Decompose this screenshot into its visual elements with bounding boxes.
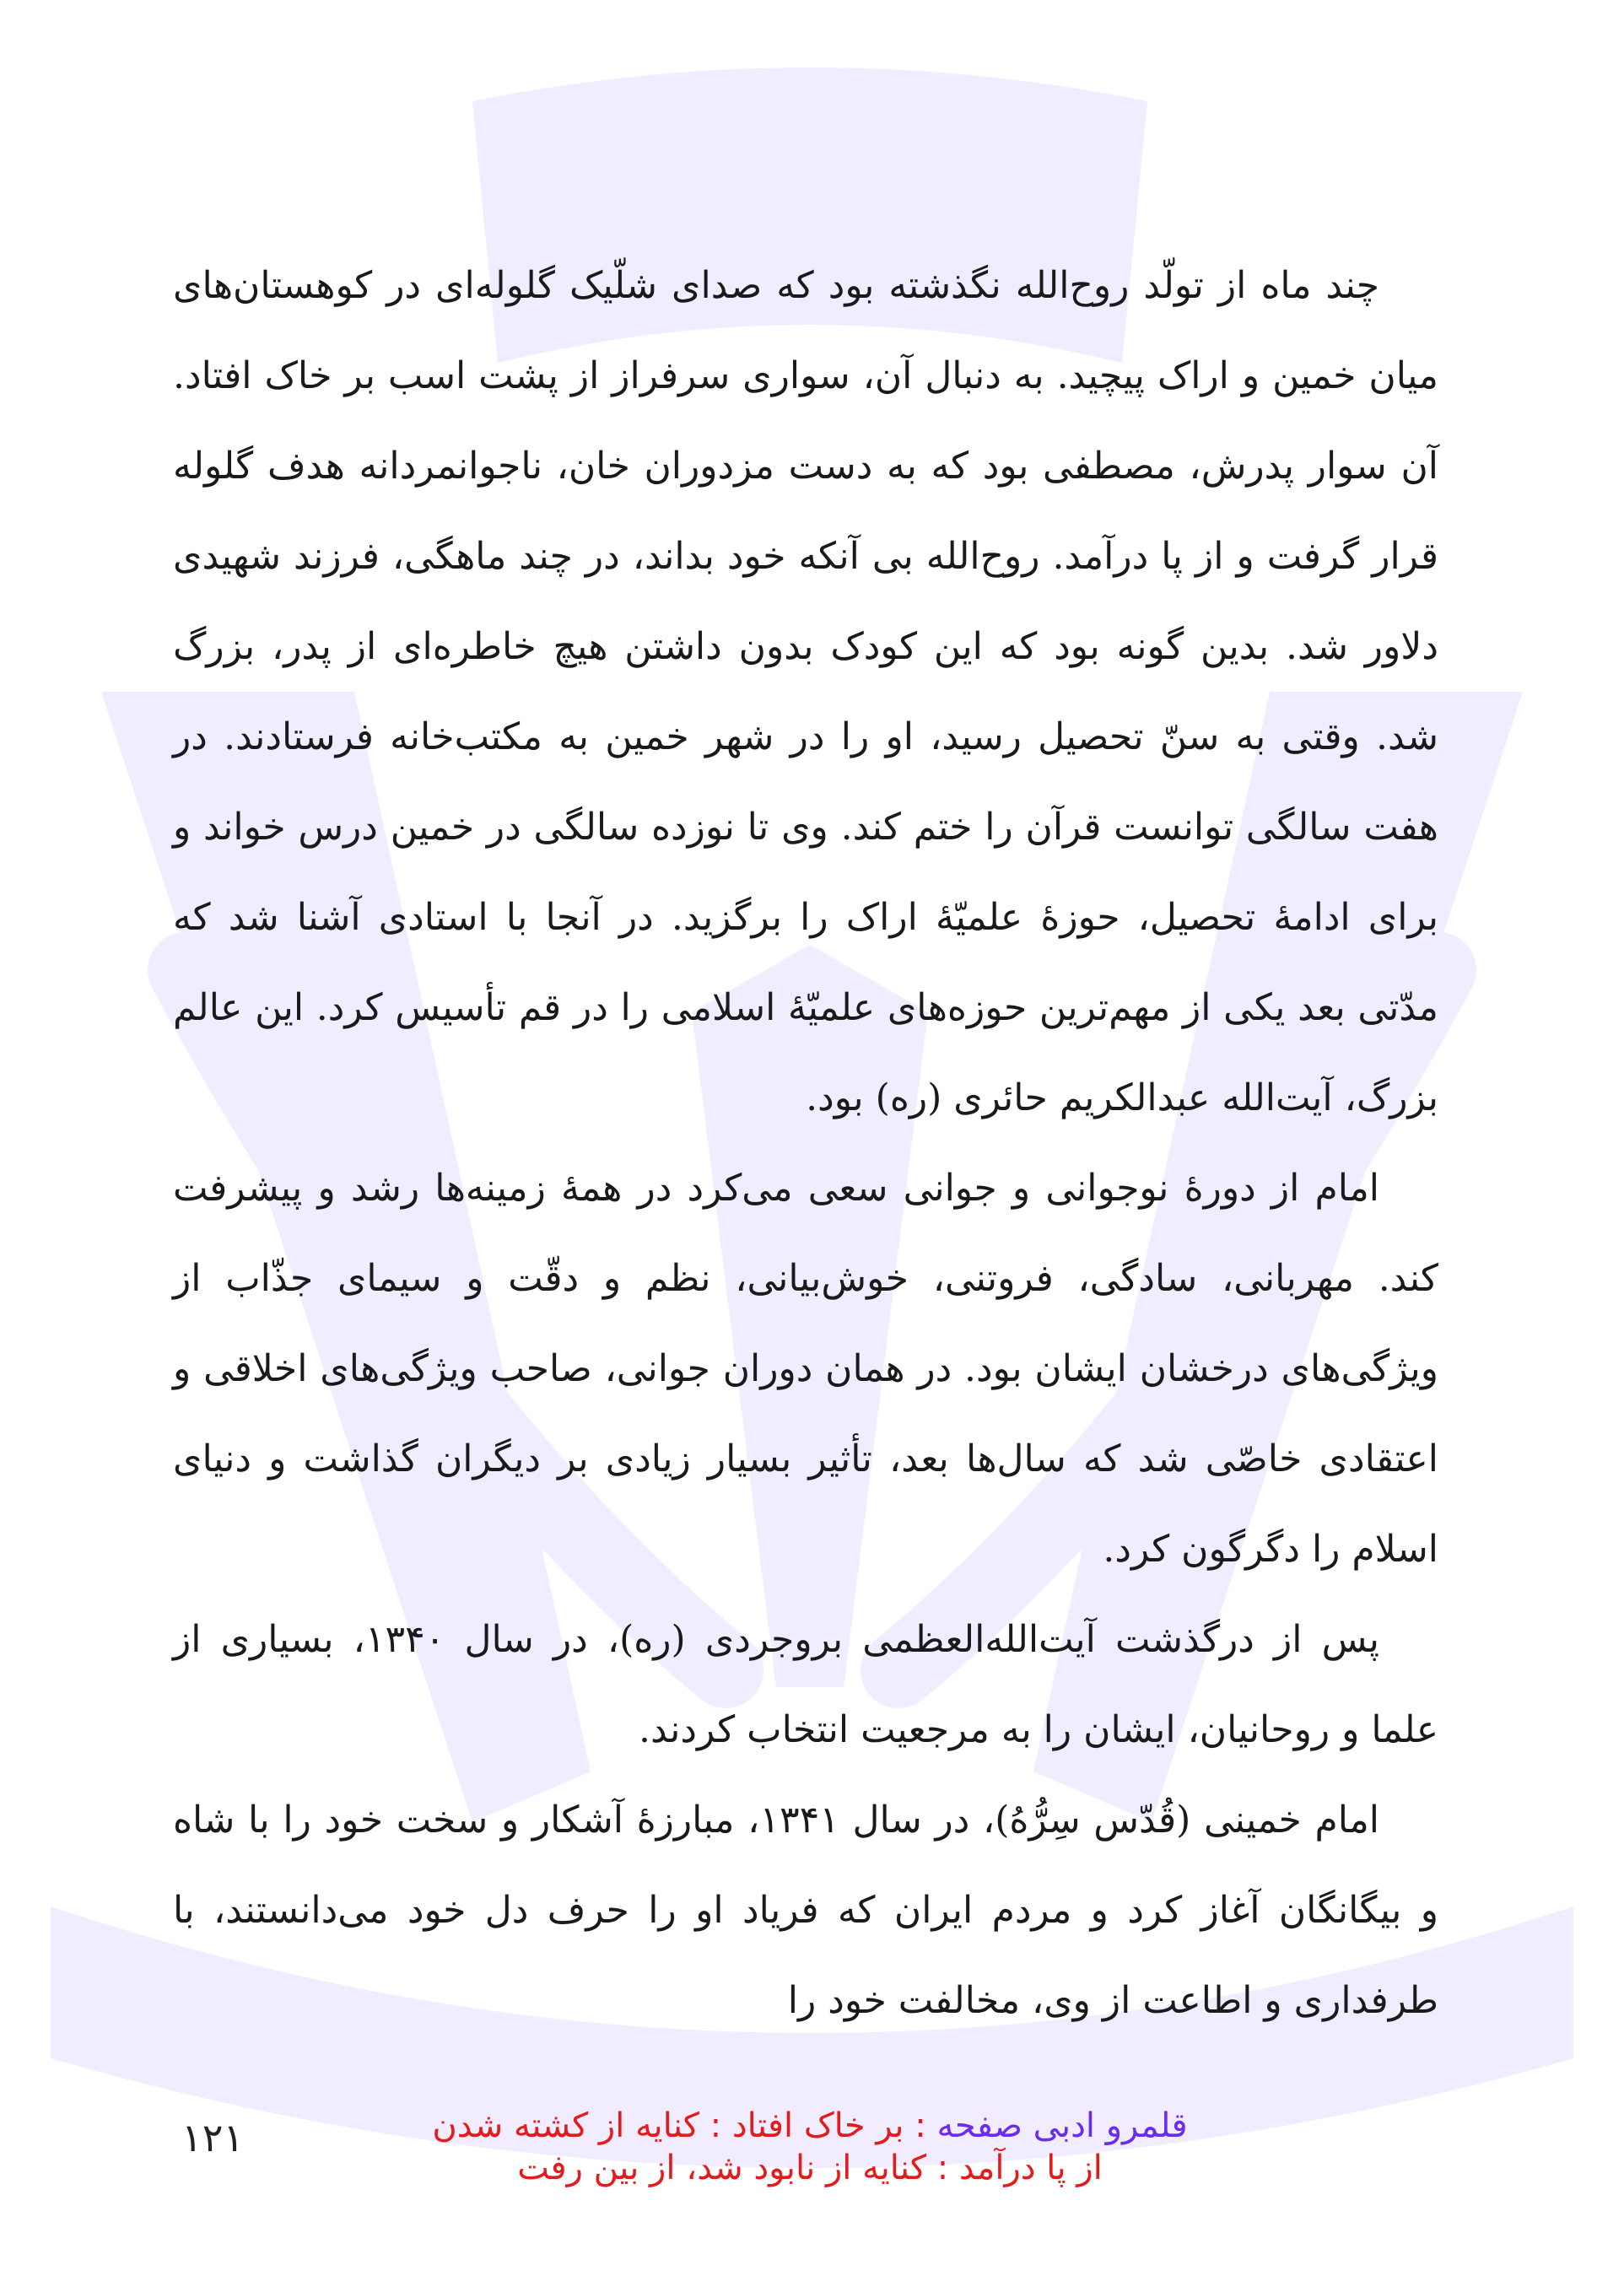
paragraph-4: امام خمینی (قُدّس سِرُّهُ)، در سال ۱۳۴۱، مبارزهٔ آشکار و سخت خود را با شاه و بیگانگان آغاز کرد و مردم ایران که فریاد او را حرف دل خود می‌دانستند، با طرفداری و اطاعت از وی، مخالفت خود را [173, 1799, 1438, 2022]
paragraph-2: امام از دورهٔ نوجوانی و جوانی سعی می‌کرد در همهٔ زمینه‌ها رشد و پیشرفت کند. مهربانی، سادگی، فروتنی، خوش‌بیانی، نظم و دقّت و سیمای جذّاب از ویژگی‌های درخشان ایشان بود. در همان دوران جوانی، صاحب ویژگی‌های اخلاقی و اعتقادی خاصّی شد که سال‌ها بعد، تأثیر بسیار زیادی بر دیگران گذاشت و دنیای اسلام را دگرگون کرد. [173, 1167, 1439, 1571]
page-number: ۱۲۱ [181, 2115, 245, 2160]
paragraph-1: چند ماه از تولّد روح‌الله نگذشته بود که صدای شلّیک گلوله‌ای در کوهستان‌های میان خمین و اراک پیچید. به دنبال آن، سواری سرفراز از پشت اسب بر خاک افتاد. آن سوار پدرش، مصطفی بود که به دست مزدوران خان، ناجوانمردانه هدف گلوله قرار گرفت و از پا درآمد. روح‌الله بی آنکه خود بداند، در چند ماهگی، فرزند شهیدی دلاور شد. بدین گونه بود که این کودک بدون داشتن هیچ خاطره‌ای از پدر، بزرگ شد. وقتی به سنّ تحصیل رسید، او را در شهر خمین به مکتب‌خانه فرستادند. در هفت سالگی توانست قرآن را ختم کند. وی تا نوزده سالگی در خمین درس خواند و برای ادامهٔ تحصیل، حوزهٔ علمیّهٔ اراک را برگزید. در آنجا با استادی آشنا شد که مدّتی بعد یکی از مهم‌ترین حوزه‌های علمیّهٔ اسلامی را در قم تأسیس کرد. این عالم بزرگ، آیت‌الله عبدالکریم حائری (ره) بود. [173, 264, 1438, 1119]
definition-2: از پا درآمد : کنایه از نابود شد، از بین رفت [517, 2149, 1103, 2187]
note-line-1 [304, 2105, 1316, 2147]
section-label: قلمرو ادبی صفحه [936, 2106, 1188, 2145]
body-text [173, 240, 1438, 2046]
paragraph-3: پس از درگذشت آیت‌الله‌العظمی بروجردی (ره)، در سال ۱۳۴۰، بسیاری از علما و روحانیان، ایشان را به مرجعیت انتخاب کردند. [173, 1618, 1438, 1751]
definition-1: : بر خاک افتاد : کنایه از کشته شدن [432, 2106, 926, 2145]
literary-notes [304, 2105, 1316, 2189]
